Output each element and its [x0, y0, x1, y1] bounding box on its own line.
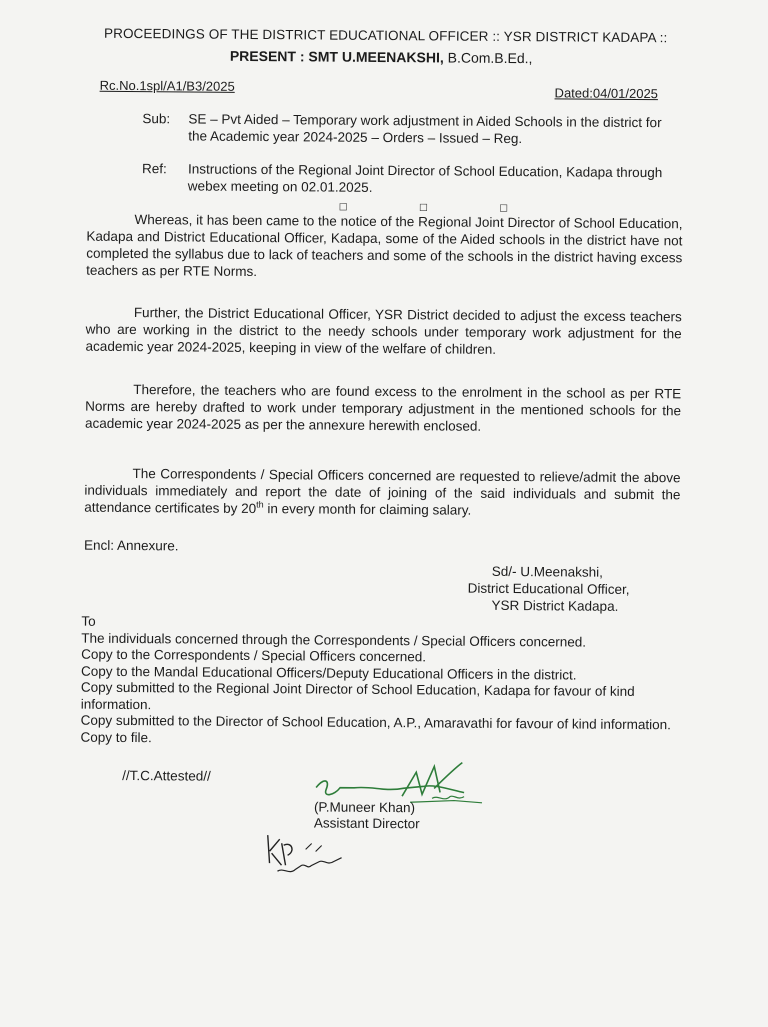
- paragraph-correspondents-end: in every month for claiming salary.: [263, 501, 472, 518]
- subject-label: Sub:: [142, 111, 171, 127]
- ref-text: Instructions of the Regional Joint Director of School Education, Kadapa through webex meeting on 02.01.2025.: [187, 161, 663, 195]
- distribution-line: Copy to file.: [80, 729, 152, 745]
- paragraph-further-text: Further, the District Educational Officer, YSR District decided to adjust the excess teachers who are working in the district to the needy schools under temporary work adjustment for the academic year 2024-2025, keeping in view of the welfare of children.: [85, 305, 682, 357]
- to-label: To: [81, 613, 96, 629]
- paragraph-whereas: [86, 211, 683, 284]
- ref-label: Ref:: [141, 161, 167, 177]
- present-officer: PRESENT : SMT U.MEENAKSHI,: [229, 47, 448, 66]
- signatory-designation: District Educational Officer,: [467, 580, 630, 597]
- distribution-line: Copy to the Mandal Educational Officers/Deputy Educational Officers in the district.: [80, 663, 577, 683]
- present-line: [230, 48, 533, 66]
- present-qualification: B.Com.B.Ed.,: [447, 49, 533, 67]
- paragraph-correspondents-text: The Correspondents / Special Officers concerned are requested to relieve/admit the above individuals immediately and report the date of joining of the said individuals and submit the attendance certificates by 20: [84, 466, 681, 517]
- document-date: Dated:04/01/2025: [554, 85, 659, 102]
- handwritten-initial-stamp: [261, 831, 351, 882]
- signatory-block: [467, 563, 629, 615]
- distribution-line: Copy submitted to the Director of School Education, A.P., Amaravathi for favour of kind information.: [80, 712, 672, 733]
- paragraph-correspondents: [84, 465, 680, 521]
- paragraph-whereas-text: Whereas, it has been came to the notice of the Regional Joint Director of School Education, Kadapa and District Educational Officer, Kadapa, some of the Aided schools in the district have not completed the syllabus due to lack of teachers and some of the schools in the district having excess teachers as per RTE Norms.: [86, 212, 683, 280]
- attesting-officer-designation: Assistant Director: [313, 815, 420, 832]
- ordinal-suffix: th: [256, 499, 264, 510]
- tc-attested: //T.C.Attested//: [122, 767, 211, 784]
- signatory-district: YSR District Kadapa.: [491, 597, 619, 614]
- proceedings-heading: PROCEEDINGS OF THE DISTRICT EDUCATIONAL OFFICER :: YSR DISTRICT KADAPA ::: [103, 25, 668, 46]
- paragraph-further: [86, 304, 682, 360]
- attesting-officer-name: (P.Muneer Khan): [313, 799, 416, 816]
- distribution-line: Copy to the Correspondents / Special Officers concerned.: [81, 646, 427, 665]
- paragraph-therefore-text: Therefore, the teachers who are found excess to the enrolment in the school as per RTE Norms are hereby drafted to work under temporary adjustment in the mentioned schools for the academic year 2024-2025 as per the annexure herewith enclosed.: [84, 382, 682, 434]
- distribution-line: The individuals concerned through the Correspondents / Special Officers concerned.: [81, 630, 587, 650]
- subject-text: SE – Pvt Aided – Temporary work adjustment in Aided Schools in the district for the Academic year 2024-2025 – Orders – Issued – Reg.: [188, 111, 662, 146]
- enclosure-note: Encl: Annexure.: [83, 537, 179, 554]
- section-separator: ◻ ◻ ◻: [338, 200, 543, 215]
- signatory-name: Sd/- U.Meenakshi,: [491, 563, 603, 580]
- distribution-list: [80, 614, 681, 751]
- reference-number: Rc.No.1spl/A1/B3/2025: [99, 77, 235, 94]
- paragraph-therefore: [85, 381, 681, 437]
- distribution-line: Copy submitted to the Regional Joint Director of School Education, Kadapa for favour of kind information.: [80, 679, 635, 712]
